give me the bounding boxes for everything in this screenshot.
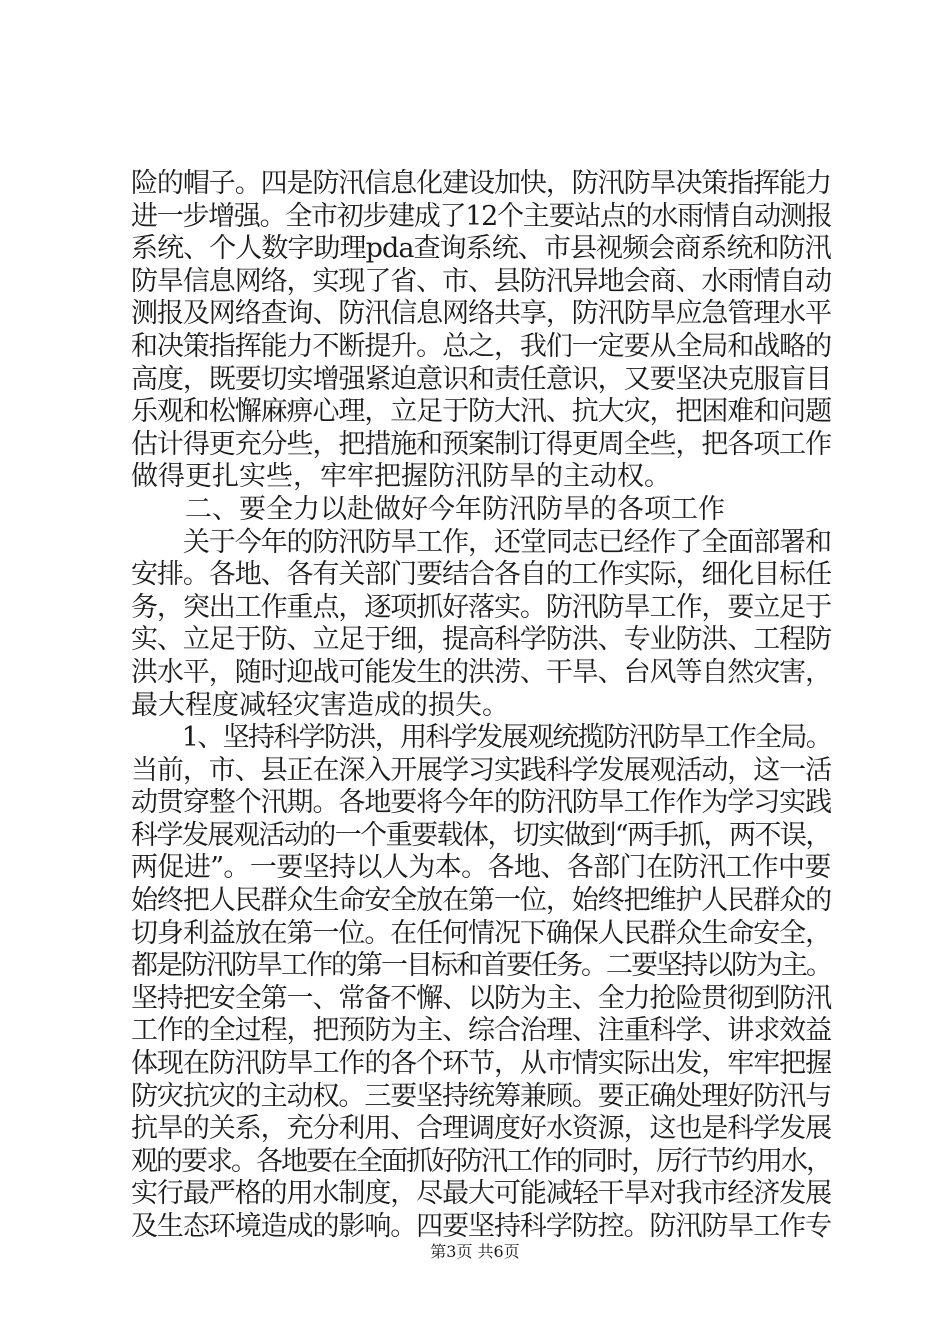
page-footer: 第3页 共6页: [430, 1242, 520, 1261]
text-line: 和决策指挥能力不断提升。总之，我们一定要从全局和战略的: [131, 330, 831, 362]
text-line: 1、坚持科学防洪，用科学发展观统揽防汛防旱工作全局。: [131, 722, 832, 754]
text-line: 关于今年的防汛防旱工作，还堂同志已经作了全面部署和: [131, 526, 831, 558]
text-line: 系统、个人数字助理pda查询系统、市县视频会商系统和防汛: [131, 233, 831, 265]
text-line: 防灾抗灾的主动权。三要坚持统筹兼顾。要正确处理好防汛与: [131, 1080, 831, 1112]
text-line: 防旱信息网络，实现了省、市、县防汛异地会商、水雨情自动: [131, 265, 831, 297]
text-line: 当前，市、县正在深入开展学习实践科学发展观活动，这一活: [131, 754, 831, 786]
text-line: 都是防汛防旱工作的第一目标和首要任务。二要坚持以防为主。: [131, 950, 831, 982]
text-line: 估计得更充分些，把措施和预案制订得更周全些，把各项工作: [131, 428, 831, 460]
text-line: 动贯穿整个汛期。各地要将今年的防汛防旱工作作为学习实践: [131, 787, 831, 819]
text-line: 高度，既要切实增强紧迫意识和责任意识，又要坚决克服盲目: [131, 363, 831, 395]
text-line: 体现在防汛防旱工作的各个环节，从市情实际出发，牢牢把握: [131, 1048, 831, 1080]
text-line: 切身利益放在第一位。在任何情况下确保人民群众生命安全，: [131, 917, 831, 949]
text-line: 乐观和松懈麻痹心理，立足于防大汛、抗大灾，把困难和问题: [131, 396, 831, 428]
text-line: 两促进”。一要坚持以人为本。各地、各部门在防汛工作中要: [131, 852, 831, 884]
text-line: 坚持把安全第一、常备不懈、以防为主、全力抢险贯彻到防汛: [131, 982, 831, 1014]
text-line: 最大程度减轻灾害造成的损失。: [131, 689, 509, 721]
text-line: 科学发展观活动的一个重要载体，切实做到“两手抓，两不误，: [131, 819, 831, 851]
text-line: 险的帽子。四是防汛信息化建设加快，防汛防旱决策指挥能力: [131, 168, 831, 199]
text-line: 工作的全过程，把预防为主、综合治理、注重科学、讲求效益: [131, 1015, 831, 1047]
text-line: 做得更扎实些，牢牢把握防汛防旱的主动权。: [131, 461, 671, 493]
body-text: [131, 168, 831, 1244]
text-line: 测报及网络查询、防汛信息网络共享，防汛防旱应急管理水平: [131, 298, 831, 330]
text-line: 抗旱的关系，充分利用、合理调度好水资源，这也是科学发展: [131, 1113, 831, 1145]
text-line: 务，突出工作重点，逐项抓好落实。防汛防旱工作，要立足于: [131, 591, 831, 623]
text-line: 观的要求。各地要在全面抓好防汛工作的同时，厉行节约用水，: [131, 1145, 831, 1177]
text-line: 安排。各地、各有关部门要结合各自的工作实际，细化目标任: [131, 559, 831, 591]
text-line: 洪水平，随时迎战可能发生的洪涝、干旱、台风等自然灾害，: [131, 656, 831, 688]
text-line: 实、立足于防、立足于细，提高科学防洪、专业防洪、工程防: [131, 624, 831, 656]
text-line: 实行最严格的用水制度，尽最大可能减轻干旱对我市经济发展: [131, 1178, 831, 1210]
text-line: 二、要全力以赴做好今年防汛防旱的各项工作: [131, 493, 725, 525]
text-line: 进一步增强。全市初步建成了12个主要站点的水雨情自动测报: [131, 200, 832, 232]
text-line: 始终把人民群众生命安全放在第一位，始终把维护人民群众的: [131, 885, 831, 917]
text-line: 及生态环境造成的影响。四要坚持科学防控。防汛防旱工作专: [131, 1211, 831, 1242]
